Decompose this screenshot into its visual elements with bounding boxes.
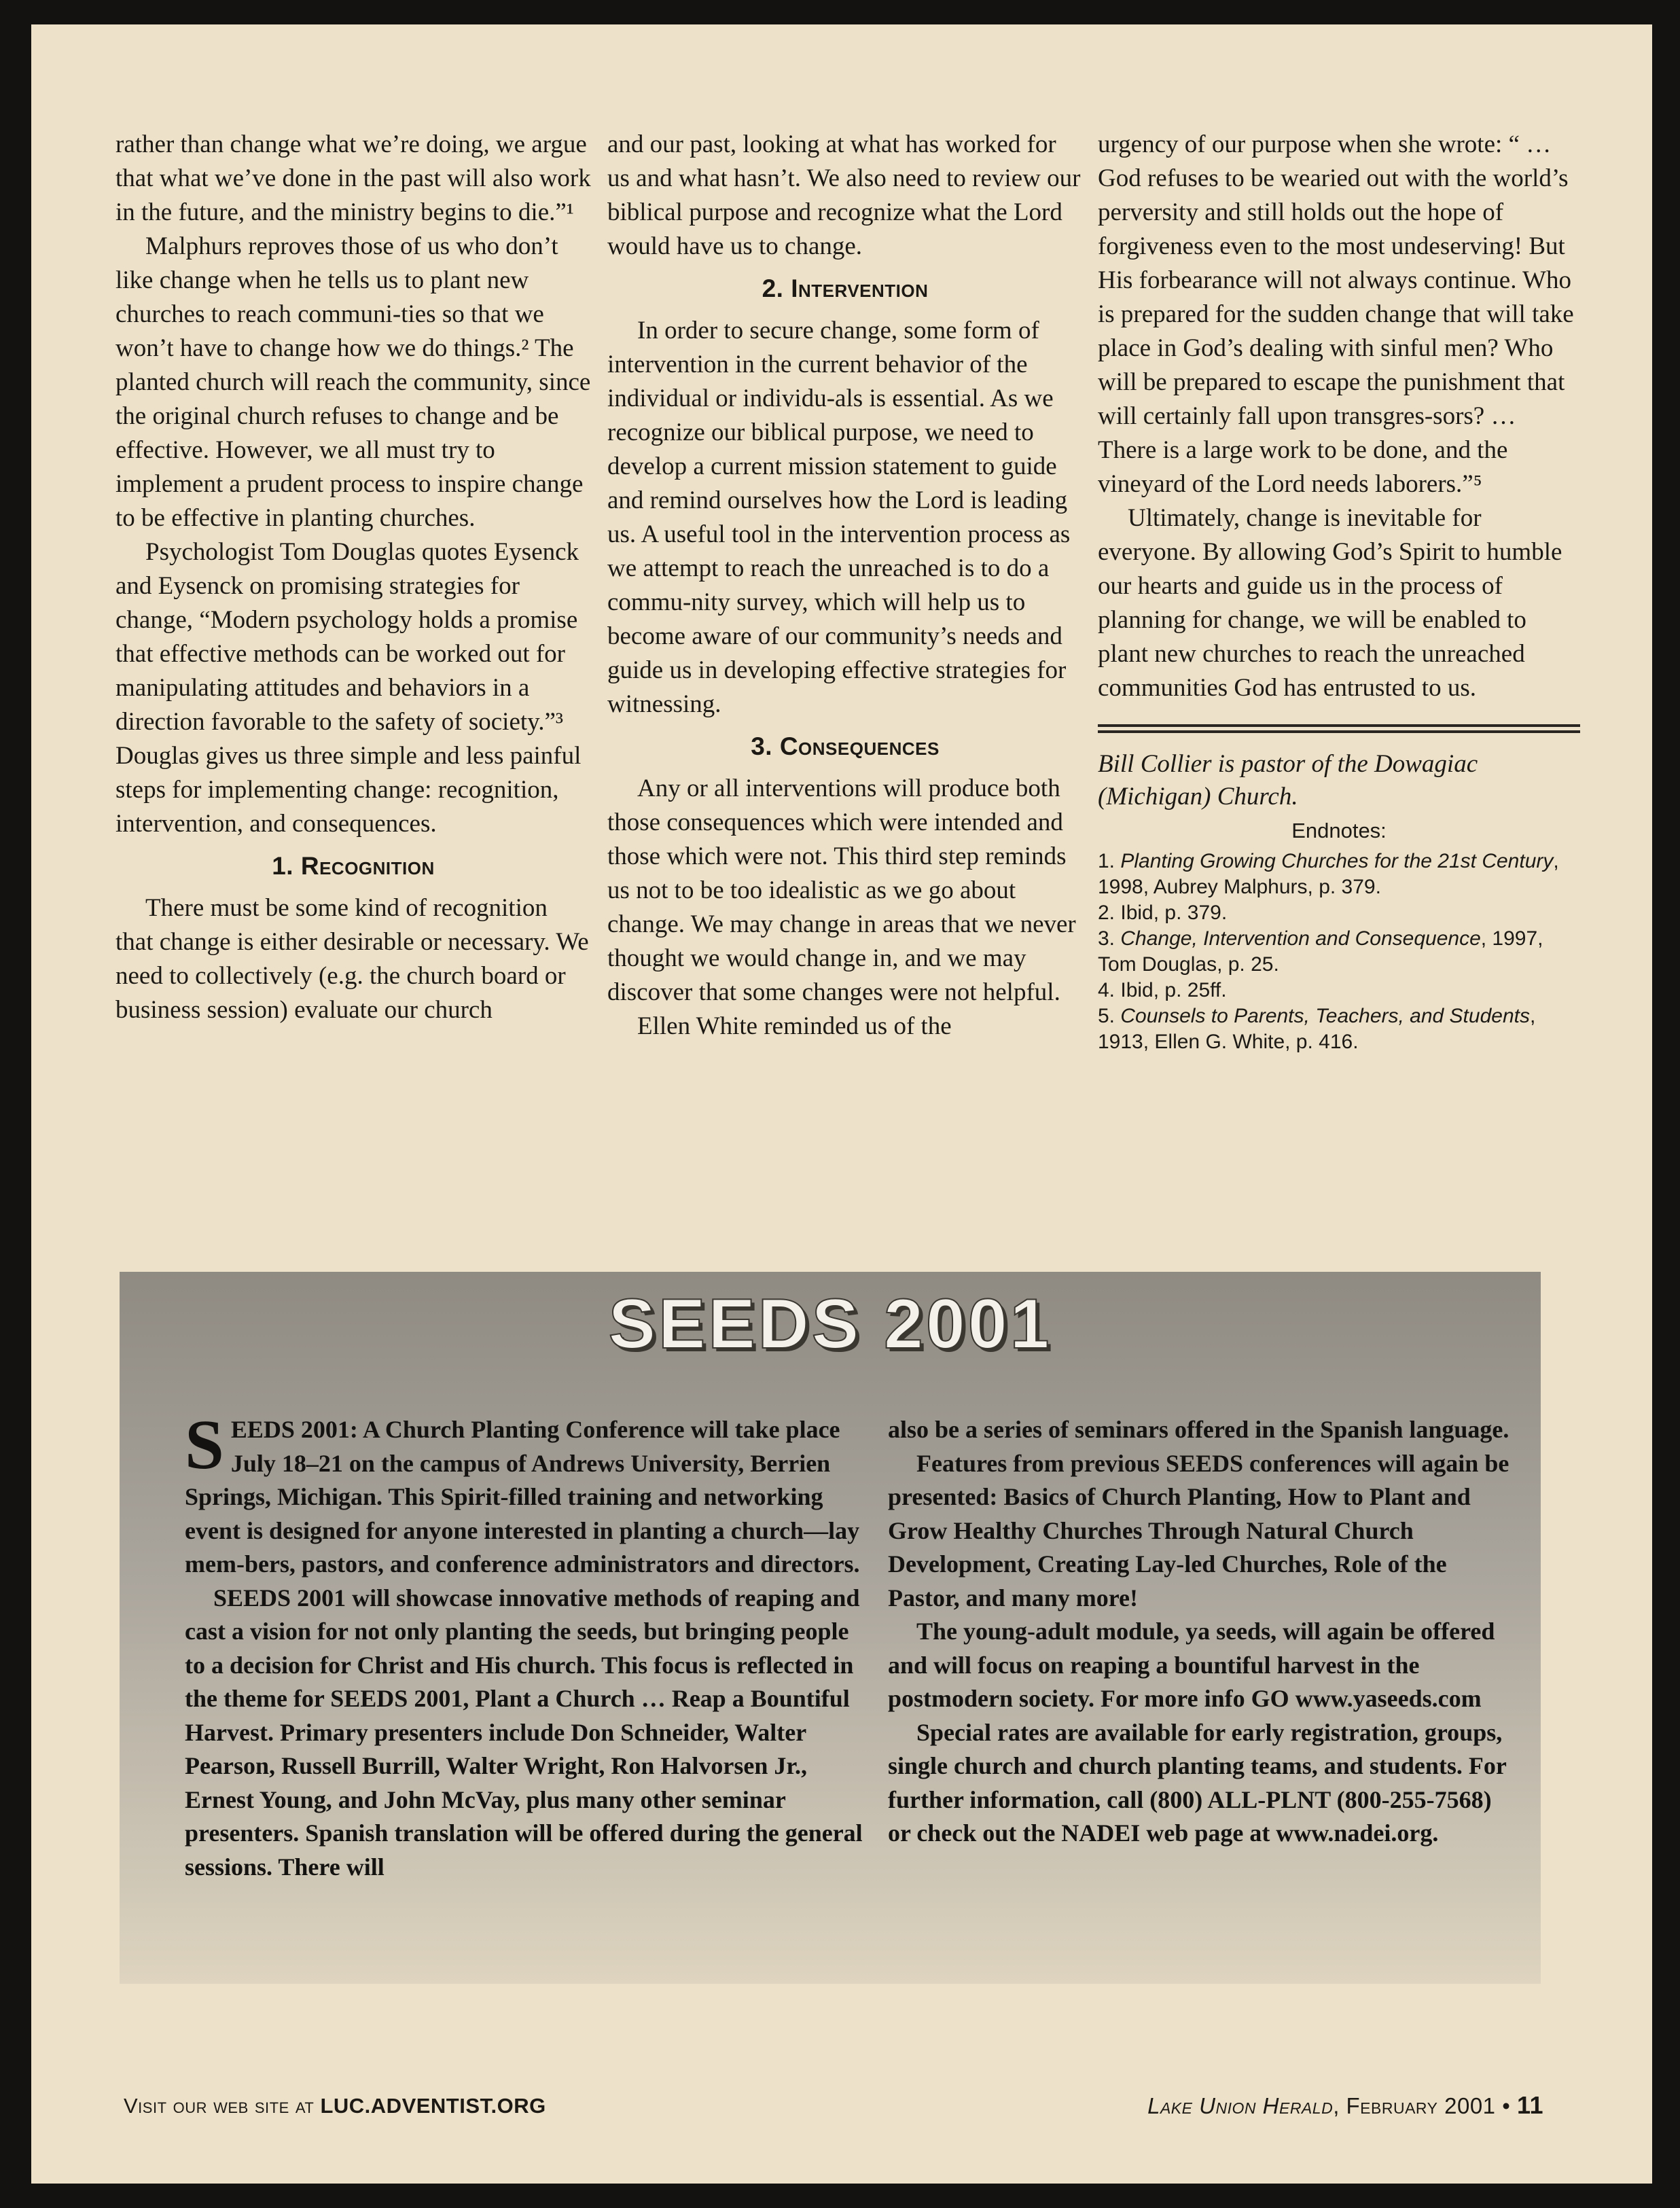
footer-publication: [1147, 2091, 1543, 2120]
paragraph-text: EEDS 2001: A Church Planting Conference will take place July 18–21 on the campus of Andrews University, Berrien Springs, Michigan. This Spirit-filled training and networking event is designed for anyone interested in planting a church—lay mem-bers, pastors, and conference administrators and directors.: [185, 1416, 860, 1578]
issue-date: , February 2001 •: [1333, 2093, 1517, 2118]
paragraph: There must be some kind of recognition that change is either desirable or necessary. We need to collectively (e.g. the church board or business session) evaluate our church: [115, 894, 589, 1024]
paragraph: Ellen White reminded us of the: [637, 1012, 952, 1040]
seeds-column-1: [185, 1406, 864, 1884]
endnote-number: 3.: [1098, 927, 1115, 950]
seeds-title: SEEDS 2001: [608, 1285, 1052, 1364]
endnote-title: Planting Growing Churches for the 21st Century: [1120, 850, 1554, 872]
endnote-number: 5.: [1098, 1005, 1115, 1027]
footer-website-url[interactable]: LUC.ADVENTIST.ORG: [320, 2094, 546, 2118]
endnote-detail: , 1998, Aubrey Malphurs, p. 379.: [1098, 850, 1559, 898]
endnote: [1098, 1003, 1580, 1055]
heading-number: 3.: [751, 732, 773, 760]
author-bio: Bill Collier is pastor of the Dowagiac (Michigan) Church.: [1098, 750, 1478, 811]
endnote-title: Counsels to Parents, Teachers, and Students: [1120, 1005, 1530, 1027]
seeds-2001-announcement-box: [120, 1272, 1541, 1984]
section-heading-consequences: [607, 730, 1083, 764]
article-column-2: [607, 128, 1083, 1044]
heading-text: Intervention: [791, 274, 929, 302]
paragraph: Any or all interventions will produce both those consequences which were intended and those which were not. This third step reminds us not to be too idealistic as we go about change. We may change in areas that we never thought we would change in, and we may discover that some changes were not helpful.: [607, 774, 1076, 1006]
section-heading-intervention: [607, 272, 1083, 306]
paragraph: The young-adult module, ya seeds, will again be offered and will focus on reaping a bountiful harvest in the postmodern society. For more info GO www.yaseeds.com: [888, 1618, 1495, 1712]
endnote-detail: , 1997, Tom Douglas, p. 25.: [1098, 927, 1543, 976]
paragraph: also be a series of seminars offered in the Spanish language.: [888, 1416, 1509, 1443]
paragraph: Malphurs reproves those of us who don’t like change when he tells us to plant new churches to reach communi-ties so that we won’t have to change how we do things.² The planted church will reach the community, since the original church refuses to change and be effective. However, we all must try to implement a prudent process to inspire change to be effective in planting churches.: [115, 232, 591, 532]
page-number: 11: [1516, 2091, 1543, 2119]
article-column-1: [115, 128, 591, 1027]
drop-cap: S: [185, 1406, 224, 1484]
paragraph: SEEDS 2001 will showcase innovative methods of reaping and cast a vision for not only planting the seeds, but bringing people to a decision for Christ and His church. This focus is reflected in the theme for SEEDS 2001, Plant a Church … Reap a Bountiful Harvest. Primary presenters include Don Schneider, Walter Pearson, Russell Burrill, Walter Wright, Ron Halvorsen Jr., Ernest Young, and John McVay, plus many other seminar presenters. Spanish translation will be offered during the general sessions. There will: [185, 1584, 863, 1881]
publication-name: Lake Union Herald: [1147, 2093, 1334, 2118]
footer-website: [124, 2094, 546, 2118]
endnote-number: 1.: [1098, 850, 1115, 872]
endnote-detail: Ibid, p. 379.: [1120, 902, 1228, 924]
endnote: [1098, 900, 1580, 926]
paragraph: rather than change what we’re doing, we argue that what we’ve done in the past will also work in the future, and the ministry begins to die.”¹: [115, 130, 591, 226]
endnote-detail: Ibid, p. 25ff.: [1120, 979, 1227, 1001]
paragraph: and our past, looking at what has worked for us and what hasn’t. We also need to review our biblical purpose and recognize what the Lord would have us to change.: [607, 130, 1081, 260]
heading-number: 2.: [762, 274, 784, 302]
endnote: [1098, 978, 1580, 1003]
heading-text: Consequences: [779, 732, 940, 760]
endnote-number: 2.: [1098, 902, 1115, 924]
endnote-title: Change, Intervention and Consequence: [1120, 927, 1481, 950]
heading-text: Recognition: [300, 852, 435, 880]
paragraph: Features from previous SEEDS conferences will again be presented: Basics of Church Planting, How to Plant and Grow Healthy Churches Through Natural Church Development, Creating Lay-led Churches, Role of the Pastor, and many more!: [888, 1449, 1509, 1612]
magazine-page: [31, 24, 1652, 2184]
heading-number: 1.: [272, 852, 294, 880]
paragraph: [185, 1406, 864, 1582]
endnote: [1098, 926, 1580, 978]
endnotes-title: Endnotes:: [1291, 819, 1387, 842]
seeds-column-2: [888, 1413, 1513, 1851]
endnote-detail: , 1913, Ellen G. White, p. 416.: [1098, 1005, 1536, 1053]
paragraph: In order to secure change, some form of intervention in the current behavior of the individual or individu-als is essential. As we recognize our biblical purpose, we need to develop a current mission statement to guide and remind ourselves how the Lord is leading us. A useful tool in the intervention process as we attempt to reach the unreached is to do a commu-nity survey, which will help us to become aware of our community’s needs and guide us in developing effective strategies for witnessing.: [607, 317, 1071, 718]
paragraph: Special rates are available for early registration, groups, single church and church planting teams, and students. For further information, call (800) ALL-PLNT (800-255-7568) or check out the NADEI web page at www.nadei.org.: [888, 1718, 1507, 1847]
article-column-3: [1098, 128, 1580, 1055]
endnote-number: 4.: [1098, 979, 1115, 1001]
endnotes-list: [1098, 849, 1580, 1055]
paragraph: Ultimately, change is inevitable for everyone. By allowing God’s Spirit to humble our hearts and guide us in the process of planning for change, we will be enabled to plant new churches to reach the unreached communities God has entrusted to us.: [1098, 504, 1562, 702]
paragraph: Psychologist Tom Douglas quotes Eysenck and Eysenck on promising strategies for change, “Modern psychology holds a promise that effective methods can be worked out for manipulating attitudes and behaviors in a direction favorable to the safety of society.”³ Douglas gives us three simple and less painful steps for implementing change: recognition, intervention, and consequences.: [115, 538, 582, 838]
double-rule-divider: [1098, 724, 1580, 733]
paragraph: urgency of our purpose when she wrote: “ … God refuses to be wearied out with the world’s perversity and still holds out the hope of forgiveness even to the most undeserving! But His forbearance will not always continue. Who is prepared for the sudden change that will take place in God’s dealing with sinful men? Who will be prepared to escape the punishment that will certainly fall upon transgres-sors? … There is a large work to be done, and the vineyard of the Lord needs laborers.”⁵: [1098, 130, 1574, 498]
endnote: [1098, 849, 1580, 900]
section-heading-recognition: [115, 849, 591, 883]
footer-website-label: Visit our web site at: [124, 2094, 321, 2118]
